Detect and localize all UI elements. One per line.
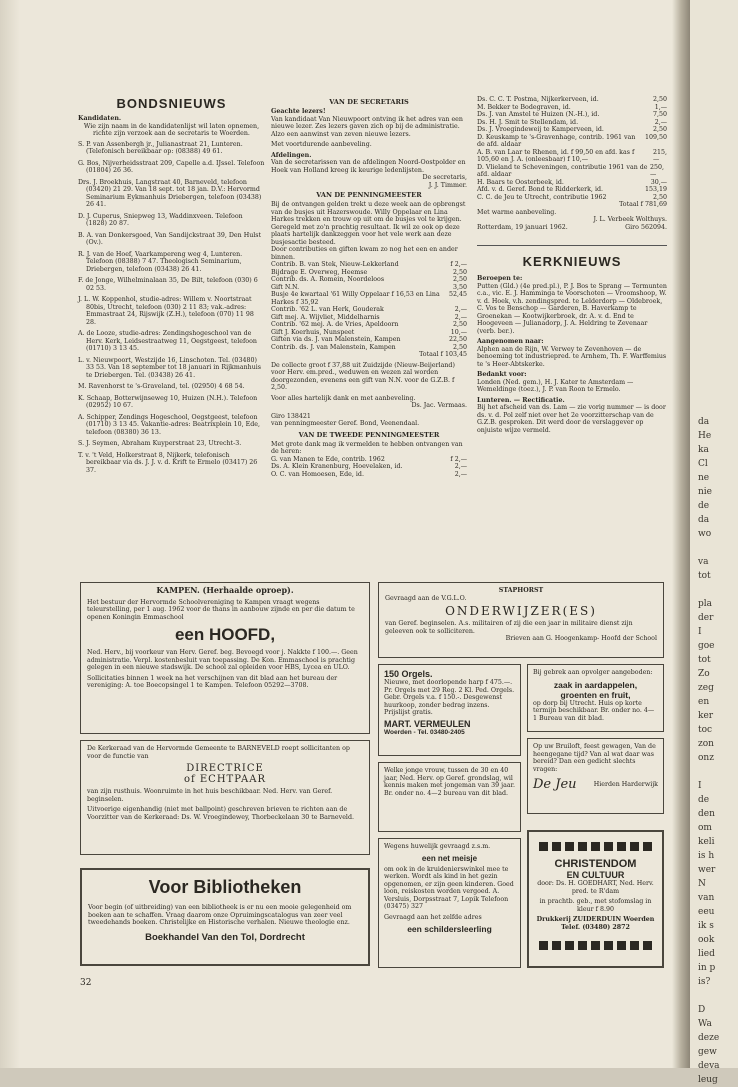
place-date: Rotterdam, 19 januari 1962. Giro 562094. bbox=[477, 223, 667, 231]
ad-staphorst: STAPHORST Gevraagd aan de V.G.L.O. ONDERWIJZER(ES) van Geref. beginselen. A.s. militairen of zij die een jaar in militaire dienst zijn geleeven ook te solliciteren. Brieven aan G. Hoogenkamp- Hoofd der School bbox=[378, 582, 664, 658]
donation-amount: 2,50 bbox=[652, 96, 667, 103]
paragraph: Met voortdurende aanbeveling. bbox=[271, 141, 372, 148]
donation-row bbox=[477, 104, 667, 112]
next-page-fragment: ook bbox=[698, 935, 715, 945]
donation-row bbox=[477, 126, 667, 134]
next-page-fragment bbox=[694, 765, 738, 779]
paragraph: Voor alles hartelijk dank en met aanbeveling. bbox=[271, 394, 416, 402]
next-page-fragment: eeu bbox=[698, 907, 715, 917]
next-page-fragment: gew bbox=[698, 1047, 717, 1057]
next-page-fragment: ker bbox=[698, 711, 714, 721]
ad-jonge-vrouw: Welke jonge vrouw, tussen de 30 en 40 jaar, Ned. Herv. op Geref. grondslag, wil kennis maken met jongeman van 39 jaar. Br. onder no. 4—2 bureau van dit blad. bbox=[378, 762, 521, 832]
kandidaat-entry: M. Ravenhorst te 's-Graveland, tel. (02950) 4 68 54. bbox=[78, 383, 245, 390]
kandidaten-subhead: Kandidaten. bbox=[78, 115, 122, 122]
next-page-fragment: is? bbox=[698, 977, 711, 987]
next-page-fragment: tot bbox=[698, 571, 711, 581]
donation-amount: 109,50 bbox=[644, 133, 667, 141]
donation-amount: 2,50 bbox=[452, 268, 467, 276]
donation-row bbox=[477, 119, 667, 127]
donation-label: Busje 4e kwartaal '61 Willy Oppelaar f 16,53 en Lina Harkes f 35,92 bbox=[271, 291, 440, 306]
next-page-fragment: der bbox=[698, 613, 714, 623]
kandidaat-entry: L. v. Nieuwpoort, Westzijde 16, Linschoten. Tel. (03480) 33 53. Van 18 september tot 18 januari in Rijkmanhuis te Driebergen. Tel. (03438) 26 41. bbox=[78, 356, 262, 379]
giro: van penningmeester Geref. Bond, Veenendaal. bbox=[271, 420, 420, 427]
next-page-fragment bbox=[694, 541, 738, 555]
donation-row bbox=[271, 329, 467, 337]
paragraph: De collecte groot f 37,88 uit Zuidzijde (Nieuw-Beijerland) voor Herv. em.pred., weduwen en wezen zal worden doorgezonden, evenens een gift van N.N. voor de G.Z.B. f 2,50. bbox=[271, 361, 455, 391]
next-page-fragment: de bbox=[698, 501, 710, 511]
next-page-fragment: de bbox=[698, 795, 710, 805]
next-page-fragment: onz bbox=[698, 753, 714, 763]
donation-amount: 22,50 bbox=[448, 336, 467, 343]
donation-amount: 2,50 bbox=[652, 193, 667, 201]
donation-label: A. B. van Laar te Rhenen, id. f 99,50 en afd. kas f 105,60 en J. A. (onleesbaar) f 10,— bbox=[477, 148, 635, 163]
donation-label: Contrib. ds. J. van Malenstein, Kampen bbox=[271, 343, 396, 351]
donation-label: Contrib. '62 mej. A. de Vries, Apeldoorn bbox=[271, 321, 399, 328]
next-page-fragment: keli bbox=[698, 837, 715, 847]
signature: J. L. Verbeek Wolthuys. bbox=[593, 216, 667, 223]
donation-label: Ds. J. Vroegindeweij te Kamperveen, id. bbox=[477, 126, 604, 133]
donation-amount: 2,— bbox=[454, 470, 467, 478]
donation-amount: 52,45 bbox=[448, 291, 467, 298]
ad-kampen: KAMPEN. (Herhaalde oproep). Het bestuur der Hervormde Schoolvereniging te Kampen vraagt wegens teleurstelling, per 1 aug. 1962 voor de thans in aanbouw zijnde en per die datum te openen Koningin Emmaschool een HOOFD, Ned. Herv., bij voorkeur van Herv. Geref. beg. Bevoegd voor j. Nakkte f 100.—. Geen administratie. Verpl. kostenbesluit van toepassing. De Kon. Emmaschool is prachtig gelegen in een nieuwe stadswijk. De school zal opleiden voor HBS, Lycea en ULO. Sollicitaties binnen 1 week na het verschijnen van dit blad aan het bureau der vereniging: A. toe Boecopsingel 1 te Kampen. Telefoon 05292—3708. bbox=[80, 582, 370, 734]
next-page-fragment: ka bbox=[698, 445, 709, 455]
donation-amount: f 2,— bbox=[450, 455, 467, 463]
donation-row bbox=[477, 134, 667, 149]
donation-amount: 2,50 bbox=[652, 126, 667, 133]
giro: Giro 138421 bbox=[271, 412, 311, 420]
donation-amount: 3,50 bbox=[452, 283, 467, 291]
donation-amount: 2,— bbox=[454, 463, 467, 470]
next-page-fragment: da bbox=[698, 515, 710, 525]
donation-row bbox=[271, 284, 467, 292]
next-page-fragment: leug bbox=[698, 1075, 718, 1085]
next-page-fragment: ne bbox=[698, 473, 710, 483]
next-page-fragment: zeg bbox=[698, 683, 714, 693]
donation-amount: 215,— bbox=[652, 148, 667, 163]
kandidaat-entry: D. J. Cuperus, Sniepweg 13, Waddinxveen. Telefoon (1828) 20 87. bbox=[78, 212, 243, 227]
donation-row bbox=[271, 276, 467, 284]
paragraph: Van de secretarissen van de afdelingen Noord-Oostpolder en Hoek van Holland kreeg ik keurige ledenlijsten. bbox=[271, 159, 466, 174]
next-page-fragment: in p bbox=[698, 963, 716, 973]
kandidaat-entry: S. J. Seymen, Abraham Kuyperstraat 23, Utrecht-3. bbox=[78, 440, 242, 447]
paragraph: Van kandidaat Van Nieuwpoort ontving ik het adres van een nieuwe lezer. Zes lezers gaven zich op bij de administratie. Alzo een aanwinst van zeven nieuwe lezers. bbox=[271, 115, 463, 138]
kandidaten-intro: Wie zijn naam in de kandidatenlijst wil laten opnemen, richte zijn verzoek aan de secretaris te Woerden. bbox=[83, 122, 260, 137]
kandidaat-entry: T. v. 't Veld, Holkerstraat 8, Nijkerk, telefonisch bereikbaar via ds. J. J. v. d. Krift te Ermelo (03417) 26 37. bbox=[78, 451, 258, 474]
donation-amount: 7,50 bbox=[652, 111, 667, 118]
next-page-fragment: Wa bbox=[698, 1019, 712, 1029]
paragraph: Door contributies en giften kwam zo nog het een en ander binnen. bbox=[271, 246, 458, 261]
donation-amount: 2,— bbox=[454, 313, 467, 321]
donation-row bbox=[477, 111, 667, 119]
totaal: Totaal f 781,69 bbox=[619, 201, 667, 208]
page-number: 32 bbox=[80, 978, 92, 988]
donation-label: Ds. A. Klein Kranenburg, Hoevelaken, id. bbox=[271, 463, 403, 470]
next-page-fragment: Zo bbox=[698, 669, 710, 679]
next-page-fragment: ik s bbox=[698, 921, 714, 931]
ad-bruiloft: Op uw Bruiloft, feest gewagen, Van de heengegane tijd? Van al wat daar was bereid? Dan een gedicht slechts vragen: De Jeu Hierden Harderwijk bbox=[527, 738, 664, 814]
donation-amount: 2,50 bbox=[452, 276, 467, 283]
next-page-fragment: Cl bbox=[698, 459, 708, 469]
next-page-fragment: den bbox=[698, 809, 715, 819]
donation-label: Gift N.N. bbox=[271, 283, 300, 291]
next-page-fragment: om bbox=[698, 823, 712, 833]
donation-row bbox=[477, 179, 667, 187]
next-page-fragment: lied bbox=[698, 949, 715, 959]
donation-row bbox=[477, 96, 667, 104]
kerknieuws-text: Bij het afscheid van ds. Lam — zie vorig nummer — is door ds. v. d. Pol zelf niet over het 2e voorzitterschap van de G.Z.B. gesproken. Dit werd door de verslaggever op onjuiste wijze vermeld. bbox=[477, 404, 666, 434]
donation-amount: 30,— bbox=[650, 178, 667, 186]
kerknieuws-text: Putten (Gld.) (4e pred.pl.), P. J. Bos te Sprang — Termunten c.a., vic. E. J. Hamminga te Voorschoten — Vroomshoop, W. v. d. Hoek, v.h. zendingspred. te Lelderdorp — Oldebroek, C. Vos te Benschop — Garderen, B. Haverkamp te Groenekan — Kootwijkerbroek, dr. A. v. d. End te Hoogeveen — Julianadorp, J. A. Heldring te Zevenaar (verb. ber.). bbox=[477, 282, 667, 335]
next-page-fragment: toc bbox=[698, 725, 713, 735]
next-page-fragment: van bbox=[698, 893, 715, 903]
donation-row bbox=[271, 261, 467, 269]
bondsnieuws-heading: BONDSNIEUWS bbox=[116, 96, 227, 111]
next-page-fragment: N bbox=[698, 879, 706, 889]
donation-amount: 1,— bbox=[654, 103, 667, 111]
kerknieuws-subhead: Beroepen te: bbox=[477, 275, 523, 282]
next-page-fragment: tot bbox=[698, 655, 711, 665]
next-page-fragment: I bbox=[698, 781, 702, 791]
paragraph: Bij de ontvangen gelden trekt u deze week aan de opbrengst van de busjes uit Hazerswoude. Willy Oppelaar en Lina Harkes trekken en trouw op uit om de busjes vol te krijgen. Geregeld met zo'n prachtig resultaat. Ik wil ze ook op deze plaats hartelijk dankzeggen voor het vele werk aan deze busjesactie besteed. bbox=[271, 201, 466, 246]
next-page-fragment: wer bbox=[698, 865, 716, 875]
donation-label: G. van Manen te Ede, contrib. 1962 bbox=[271, 455, 385, 463]
ad-meisje: Wegens huwelijk gevraagd z.s.m. een net meisje om ook in de kruidenierswinkel mee te werken. Wordt als kind in het gezin opgenomen, er zijn geen kinderen. Goed loon, reiskosten worden vergoed. A. Versluis, Dorpsstraat 7, Lopik Telefoon (03475) 327 Gevraagd aan het zelfde adres een schildersleerling bbox=[378, 838, 521, 968]
kandidaat-entry: A. Schipper, Zendings Hogeschool, Oegstgeest, telefoon (01710) 3 13 45. Vakantie-adres: Beatrixplein 10, Ede, telefoon (08380) 36 13. bbox=[78, 413, 261, 436]
ad-christendom: CHRISTENDOM EN CULTUUR door: Ds. H. GOEDHART, Ned. Herv. pred. te R'dam in prachtb. geb., met stofomslag in kleur f 8.90 Drukkerij ZUIDERDUIN Woerden Telef. (03480) 2872 bbox=[527, 830, 664, 968]
donation-label: Giften via ds. J. van Malenstein, Kampen bbox=[271, 336, 401, 343]
donation-amount: 10,— bbox=[450, 328, 467, 336]
donation-label: Contrib. ds. A. Romein, Noordeloos bbox=[271, 276, 385, 283]
donation-amount: 2,50 bbox=[452, 343, 467, 351]
kandidaat-entry: S. P. van Assenbergh jr., Julianastraat 21, Lunteren. (Telefonisch bereikbaar op: (08388) 49 61. bbox=[78, 140, 243, 155]
decorative-squares bbox=[534, 935, 657, 954]
next-page-fragment: is h bbox=[698, 851, 715, 861]
kandidaat-entry: G. Bos, Nijverheidsstraat 209, Capelle a.d. IJssel. Telefoon (01804) 26 36. bbox=[78, 159, 265, 174]
donation-row bbox=[271, 291, 467, 306]
penningmeester-heading: VAN DE PENNINGMEESTER bbox=[316, 191, 422, 199]
signature: J. J. Timmer. bbox=[428, 181, 467, 189]
donation-label: M. Bekker te Bodegraven, id. bbox=[477, 103, 571, 111]
donation-label: O. C. van Homoesen, Ede, id. bbox=[271, 470, 364, 478]
next-page-fragment: en bbox=[698, 697, 710, 707]
next-page-edge bbox=[690, 0, 738, 1085]
paragraph: Met grote dank mag ik vermelden te hebben ontvangen van de heren: bbox=[271, 440, 463, 455]
next-page-fragment bbox=[694, 989, 738, 1003]
de-jeu-logo: De Jeu bbox=[533, 777, 577, 792]
next-page-fragment bbox=[694, 583, 738, 597]
next-page-fragment: va bbox=[698, 557, 709, 567]
donation-label: Contrib. '62 L. van Herk, Gouderak bbox=[271, 306, 384, 313]
donation-amount: 250,— bbox=[650, 163, 665, 178]
donation-label: Ds. C. C. T. Postma, Nijkerkerveen, id. bbox=[477, 96, 599, 103]
donation-row bbox=[271, 321, 467, 329]
ad-barneveld: De Kerkeraad van de Hervormde Gemeente te BARNEVELD roept sollicitanten op voor de functie van DIRECTRICE of ECHTPAAR van zijn rusthuis. Woonruimte in het huis beschikbaar. Ned. Herv. van Geref. beginselen. Uitvoerige eigenhandig (niet met ballpoint) geschreven brieven te richten aan de Voorzitter van de Kerkeraad: Ds. W. Vroegindewey, Thorbeckelaan 30 te Barneveld. bbox=[80, 740, 370, 855]
next-page-fragment: goe bbox=[698, 641, 715, 651]
donation-label: D. Keuskamp te 's-Gravenhage, contrib. 1961 van de afd. aldaar bbox=[477, 133, 636, 148]
binding-gutter bbox=[672, 0, 690, 1068]
kandidaat-entry: A. de Looze, studie-adres: Zendingshogeschool van de Herv. Kerk, Leidsestraatweg 11, Oegstgeest, telefoon (01710) 3 13 45. bbox=[78, 330, 257, 352]
donation-amount: 2,— bbox=[454, 306, 467, 313]
donation-row bbox=[477, 186, 667, 194]
ad-orgels: 150 Orgels. Nieuwe, met doorlopende harp f 475.—. Pr. Orgels met 29 Reg. 2 Kl. Ped. Orgels. Gebr. Orgels v.a. f 150.-. Desgewenst huurkoop, zonder bedrag inzens. Prijslijst gratis. MART. VERMEULEN Woerden - Tel. 03480-2405 bbox=[378, 664, 521, 756]
kandidaat-entry: J. L. W. Koppenhol, studie-adres: Willem v. Noortstraat 80bis, Utrecht, telefoon (030) 2 11 83; vak.-adres: Emmastraat 24, Rijswijk (Z.H.), telefoon (070) 11 98 28. bbox=[78, 296, 254, 326]
donation-label: Afd. v. d. Geref. Bond te Ridderkerk, id. bbox=[477, 186, 603, 193]
kandidaat-entry: Drs. J. Broekhuis, Langstraat 40, Barneveld, telefoon (03420) 21 29. Van 18 sept. tot 18 jan. D.V.: Hervormd Seminarium Eykmanhuis Driebergen, telefoon (03438) 26 41. bbox=[78, 178, 262, 208]
donation-row bbox=[271, 314, 467, 322]
next-page-fragment: deze bbox=[698, 1033, 720, 1043]
signature: Ds. Jac. Vermaas. bbox=[411, 402, 467, 409]
donation-label: Ds. J. van Amstel te Huizen (N.-H.), id. bbox=[477, 111, 600, 118]
donation-row bbox=[271, 269, 467, 277]
next-page-fragment: wo bbox=[698, 529, 712, 539]
kerknieuws-text: Londen (Ned. gem.), H. J. Kater te Amsterdam — Wemeldinge (toez.), J. P. van Roon te Ermelo. bbox=[477, 378, 634, 393]
signature: De secretaris, bbox=[422, 174, 467, 181]
donation-label: Bijdrage E. Overweg, Heemse bbox=[271, 268, 368, 276]
donation-row bbox=[271, 344, 467, 352]
afdelingen-subhead: Afdelingen. bbox=[271, 151, 312, 159]
donation-row bbox=[271, 306, 467, 314]
donation-row bbox=[271, 463, 467, 471]
secretaris-heading: VAN DE SECRETARIS bbox=[329, 98, 409, 106]
donation-amount: 2,50 bbox=[452, 321, 467, 328]
donation-row bbox=[477, 194, 667, 202]
donation-row bbox=[477, 149, 667, 164]
totaal: Totaal f 103,45 bbox=[419, 351, 467, 358]
donation-label: D. Vlieland te Scheveningen, contributie 1961 van de afd. aldaar bbox=[477, 163, 648, 178]
decorative-squares bbox=[534, 836, 657, 855]
donation-row bbox=[271, 336, 467, 344]
kandidaat-entry: R. J. van de Hoef, Vaarkampereng weg 4, Lunteren. Telefoon (08388) 7 47. Theologisch Seminarium, Driebergen, telefoon (03438) 26 41. bbox=[78, 250, 243, 273]
kandidaat-entry: B. A. van Donkersgoed, Van Sandijckstraat 39, Den Hulst (Ov.). bbox=[78, 231, 262, 246]
secretaris-column bbox=[271, 96, 467, 478]
donaties-column bbox=[477, 96, 667, 437]
next-page-fragment: He bbox=[698, 431, 712, 441]
donation-label: Gift J. Koerhuis, Nunspeet bbox=[271, 328, 355, 336]
next-page-fragment: D bbox=[698, 1005, 706, 1015]
donation-label: Ds. H. J. Smit te Stellendam, id. bbox=[477, 118, 579, 126]
kerknieuws-text: Alphen aan de Rijn, W. Verwey te Zevenhoven — de benoeming tot industriepred. te Arnhem, Th. F. Warffemius te 's Heer-Abtskerke. bbox=[477, 345, 667, 368]
kandidaat-entry: K. Schaap, Botterwijnseweg 10, Huizen (N.H.). Telefoon (02952) 10 67. bbox=[78, 394, 258, 409]
kerknieuws-subhead: Lunteren. — Rectificatie. bbox=[477, 396, 565, 404]
ad-aardappelen: Bij gebrek aan opvolger aangeboden: zaak in aardappelen, groenten en fruit, op dorp bij Utrecht. Huis op korte termijn beschikbaar. Br. onder no. 4—1 Bureau van dit blad. bbox=[527, 664, 664, 732]
kerknieuws-subhead: Aangenomen naar: bbox=[477, 338, 544, 345]
donation-amount: 153,19 bbox=[644, 186, 667, 193]
ad-bibliotheken: Voor Bibliotheken Voor begin (of uitbreiding) van een bibliotheek is er nu een mooie gelegenheid om boeken aan te schaffen. Vraag daarom onze Opruimingscatalogus van zeer veel tweedehands boeken. Christelijke en Historische verhalen. Nieuwe theologie enz. Boekhandel Van den Tol, Dordrecht bbox=[80, 868, 370, 966]
kerknieuws-subhead: Bedankt voor: bbox=[477, 371, 527, 378]
donation-label: H. Baars te Oosterbeek, id. bbox=[477, 178, 564, 186]
next-page-fragment: pla bbox=[698, 599, 713, 609]
donation-amount: f 2,— bbox=[450, 261, 467, 268]
tweede-penningmeester-heading: VAN DE TWEEDE PENNINGMEESTER bbox=[298, 430, 440, 439]
donation-label: C. C. de Jeu te Utrecht, contributie 1962 bbox=[477, 193, 607, 201]
bondsnieuws-column bbox=[78, 96, 265, 478]
donation-row bbox=[477, 164, 667, 179]
groet: Met warme aanbeveling. bbox=[477, 208, 557, 216]
kerknieuws-heading: KERKNIEUWS bbox=[522, 254, 622, 269]
next-page-fragment: da bbox=[698, 417, 710, 427]
next-page-fragment: deva bbox=[698, 1061, 720, 1071]
next-page-fragment: I bbox=[698, 627, 702, 637]
donation-label: Gift mej. A. Wijvliet, Middelharnis bbox=[271, 313, 380, 321]
donation-label: Contrib. B. van Stek, Nieuw-Lekkerland bbox=[271, 261, 399, 268]
next-page-fragment: zon bbox=[698, 739, 714, 749]
page-edge bbox=[0, 0, 20, 1068]
donation-amount: 2,— bbox=[654, 118, 667, 126]
kandidaat-entry: F. de Jonge, Wilhelminalaan 35, De Bilt, telefoon (030) 6 02 53. bbox=[78, 277, 258, 292]
donation-row bbox=[271, 456, 467, 464]
next-page-fragment: nie bbox=[698, 487, 713, 497]
geachte-lezers: Geachte lezers! bbox=[271, 108, 326, 115]
donation-row bbox=[271, 471, 467, 479]
